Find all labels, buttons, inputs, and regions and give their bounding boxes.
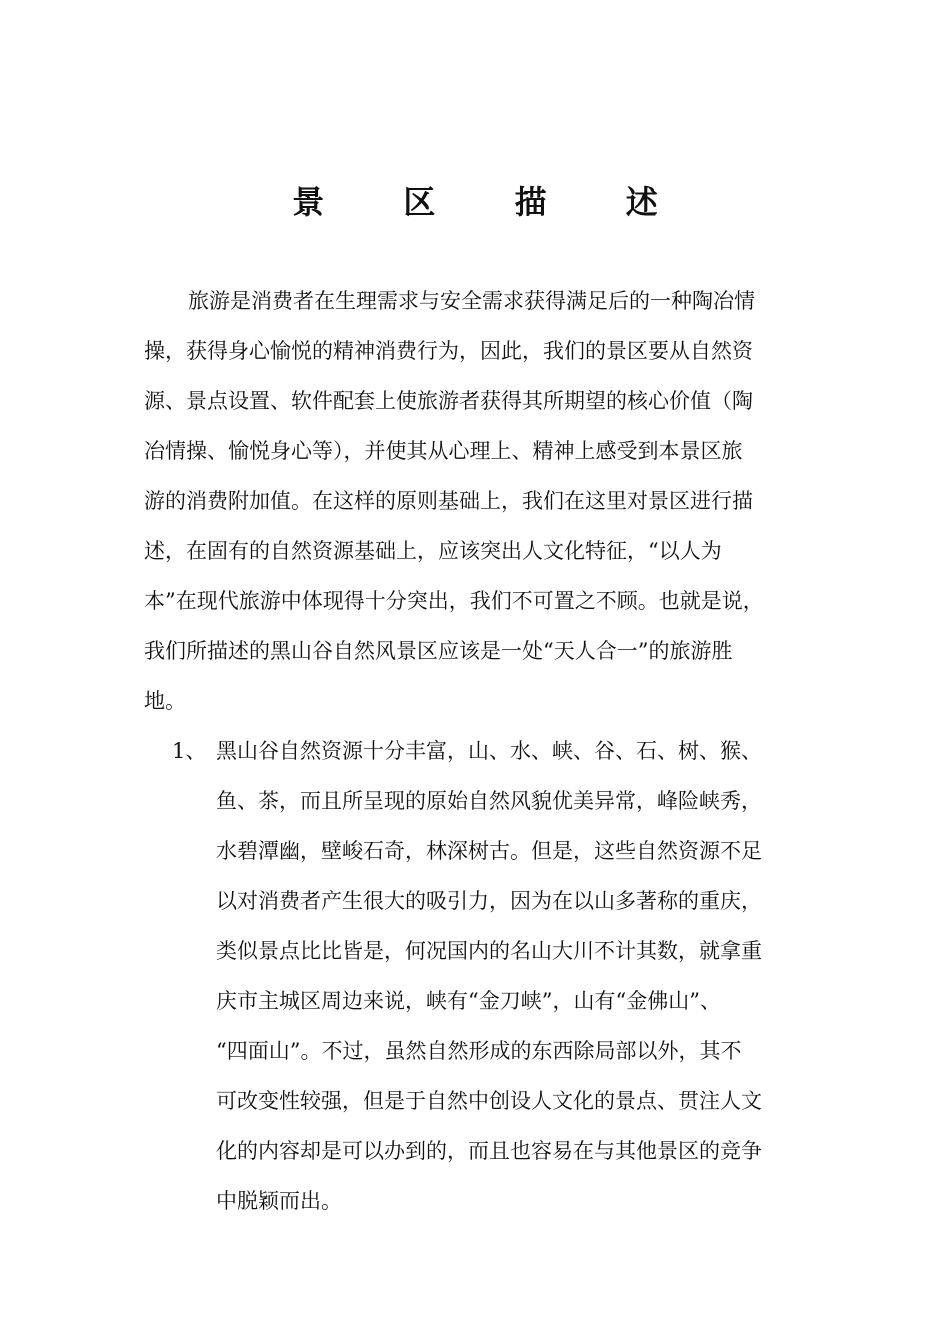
list-line: 中脱颖而出。: [216, 1189, 342, 1213]
list-line: 类似景点比比皆是，何况国内的名山大川不计其数，就拿重: [216, 939, 762, 963]
intro-line: 本”在现代旅游中体现得十分突出，我们不可置之不顾。也就是说，: [144, 589, 764, 613]
list-line: 化的内容却是可以办到的，而且也容易在与其他景区的竞争: [216, 1139, 762, 1163]
intro-line: 冶情操、愉悦身心等），并使其从心理上、精神上感受到本景区旅: [144, 439, 743, 463]
list-line: “四面山”。不过，虽然自然形成的东西除局部以外，其不: [216, 1039, 742, 1063]
intro-line: 旅游是消费者在生理需求与安全需求获得满足后的一种陶冶情: [188, 289, 755, 313]
page-title: 景 区 描 述: [292, 183, 692, 221]
list-line: 水碧潭幽，壁峻石奇，林深树古。但是，这些自然资源不足: [216, 839, 762, 863]
list-line: 庆市主城区周边来说，峡有“金刀峡”，山有“金佛山”、: [216, 989, 721, 1013]
intro-line: 操，获得身心愉悦的精神消费行为，因此，我们的景区要从自然资: [144, 339, 753, 363]
intro-line: 地。: [144, 689, 186, 713]
intro-line: 源、景点设置、软件配套上使旅游者获得其所期望的核心价值（陶: [144, 389, 753, 413]
list-number: 1、: [172, 739, 207, 763]
list-line: 黑山谷自然资源十分丰富，山、水、峡、谷、石、树、猴、: [216, 739, 762, 763]
intro-line: 述，在固有的自然资源基础上，应该突出人文化特征，“以人为: [144, 539, 722, 563]
intro-line: 我们所描述的黑山谷自然风景区应该是一处“天人合一”的旅游胜: [144, 639, 733, 663]
list-line: 可改变性较强，但是于自然中创设人文化的景点、贯注人文: [216, 1089, 762, 1113]
intro-line: 游的消费附加值。在这样的原则基础上，我们在这里对景区进行描: [144, 489, 753, 513]
list-line: 以对消费者产生很大的吸引力，因为在以山多著称的重庆，: [216, 889, 762, 913]
list-line: 鱼、茶，而且所呈现的原始自然风貌优美异常，峰险峡秀，: [216, 789, 762, 813]
